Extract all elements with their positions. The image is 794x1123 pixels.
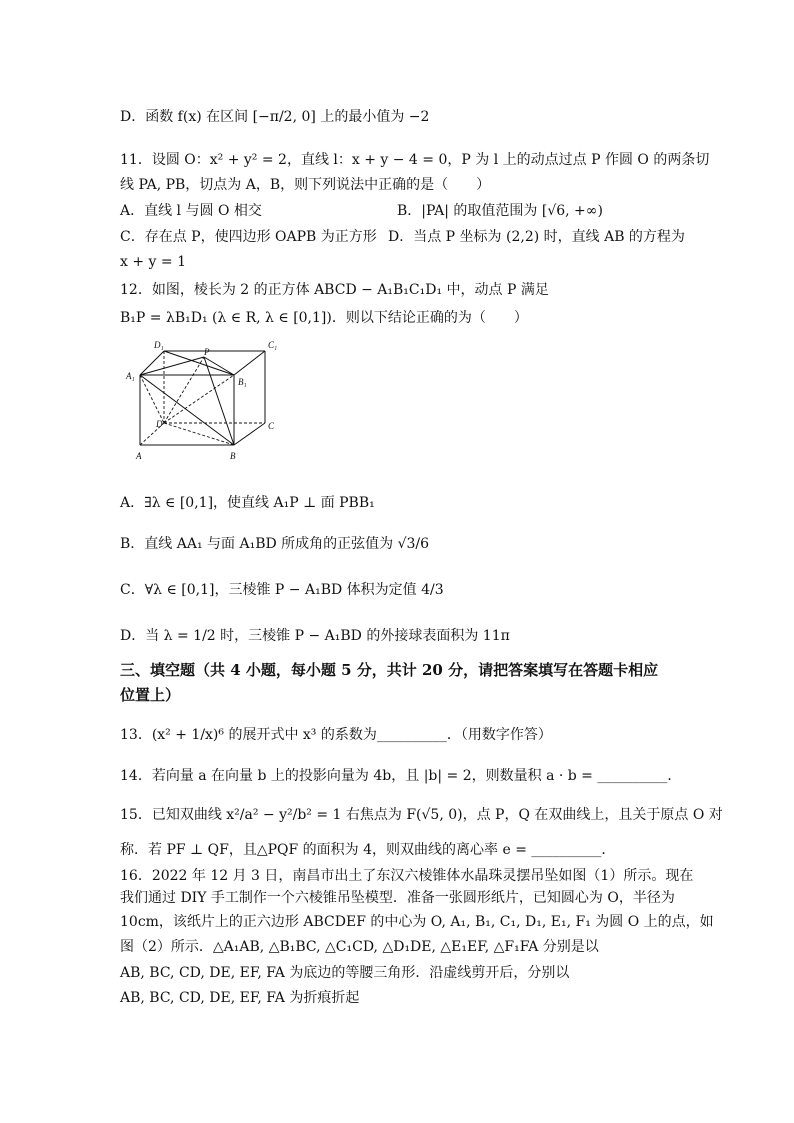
label-c1: C₁ — [268, 340, 278, 350]
q12-stem-line1: 12．如图，棱长为 2 的正方体 ABCD − A₁B₁C₁D₁ 中，动点 P 满足 — [120, 282, 549, 298]
label-d: D — [156, 419, 163, 429]
q16-line4: 图（2）所示．△A₁AB, △B₁BC, △C₁CD, △D₁DE, △E₁EF, △F₁FA 分别是以 — [120, 939, 599, 955]
label-a: A — [136, 451, 142, 461]
q12-option-c: C．∀λ ∈ [0,1]，三棱锥 P − A₁BD 体积为定值 4/3 — [120, 582, 444, 598]
label-b: B — [230, 451, 236, 461]
q14: 14．若向量 a 在向量 b 上的投影向量为 4b，且 |b| = 2，则数量积 a · b = __________． — [120, 768, 682, 784]
label-p: P — [204, 347, 210, 357]
label-c: C — [268, 421, 275, 431]
q11-option-a: A．直线 l 与圆 O 相交 — [120, 203, 262, 219]
q12-option-a: A．∃λ ∈ [0,1]，使直线 A₁P ⊥ 面 PBB₁ — [120, 495, 375, 511]
q11-stem-line1: 11．设圆 O：x² + y² = 2，直线 l：x + y − 4 = 0，P 为 l 上的动点过点 P 作圆 O 的两条切 — [120, 152, 710, 168]
label-a1: A₁ — [126, 371, 135, 381]
q16-line3: 10cm，该纸片上的正六边形 ABCDEF 的中心为 O, A₁, B₁, C₁, D₁, E₁, F₁ 为圆 O 上的点，如 — [120, 914, 714, 930]
section-3-title-line1: 三、填空题（共 4 小题，每小题 5 分，共计 20 分，请把答案填写在答题卡相应 — [120, 661, 659, 679]
q12-option-d: D．当 λ = 1/2 时，三棱锥 P − A₁BD 的外接球表面积为 11π — [120, 628, 510, 644]
section-3-title-line2: 位置上） — [120, 686, 181, 704]
q11-option-c: C．存在点 P，使四边形 OAPB 为正方形 — [120, 229, 377, 245]
q12-stem-line2: B₁P = λB₁D₁ (λ ∈ R, λ ∈ [0,1])．则以下结论正确的为（ ） — [120, 310, 528, 326]
label-b1: B₁ — [238, 377, 247, 387]
q16-line2: 我们通过 DIY 手工制作一个六棱锥吊坠模型．准备一张圆形纸片，已知圆心为 O，半径为 — [120, 890, 675, 906]
cube-figure — [122, 335, 282, 483]
q11-option-d: D．当点 P 坐标为 (2,2) 时，直线 AB 的方程为 — [388, 229, 685, 245]
q16-line5: AB, BC, CD, DE, EF, FA 为底边的等腰三角形．沿虚线剪开后，分别以 — [120, 965, 570, 981]
q13: 13．(x² + 1/x)⁶ 的展开式中 x³ 的系数为__________．（用数字作答） — [120, 727, 552, 743]
q10-option-d: D．函数 f(x) 在区间 [−π/2, 0] 上的最小值为 −2 — [120, 109, 430, 125]
q11-stem-line2: 线 PA, PB，切点为 A，B，则下列说法中正确的是（ ） — [120, 177, 491, 193]
q15-line2: 称．若 PF ⊥ QF，且△PQF 的面积为 4，则双曲线的离心率 e = __________． — [120, 842, 616, 858]
q16-line1: 16．2022 年 12 月 3 日，南昌市出土了东汉六棱锥体水晶珠灵摆吊坠如图（1）所示。现在 — [120, 868, 694, 884]
q15-line1: 15．已知双曲线 x²/a² − y²/b² = 1 右焦点为 F(√5, 0)，点 P，Q 在双曲线上，且关于原点 O 对 — [120, 807, 723, 823]
q16-line6: AB, BC, CD, DE, EF, FA 为折痕折起 — [120, 990, 360, 1006]
label-d1: D₁ — [154, 340, 164, 350]
q12-option-b: B．直线 AA₁ 与面 A₁BD 所成角的正弦值为 √3/6 — [120, 536, 430, 552]
q11-option-b: B．|PA| 的取值范围为 [√6, +∞) — [397, 203, 603, 219]
q11-option-d-equation: x + y = 1 — [120, 254, 186, 270]
